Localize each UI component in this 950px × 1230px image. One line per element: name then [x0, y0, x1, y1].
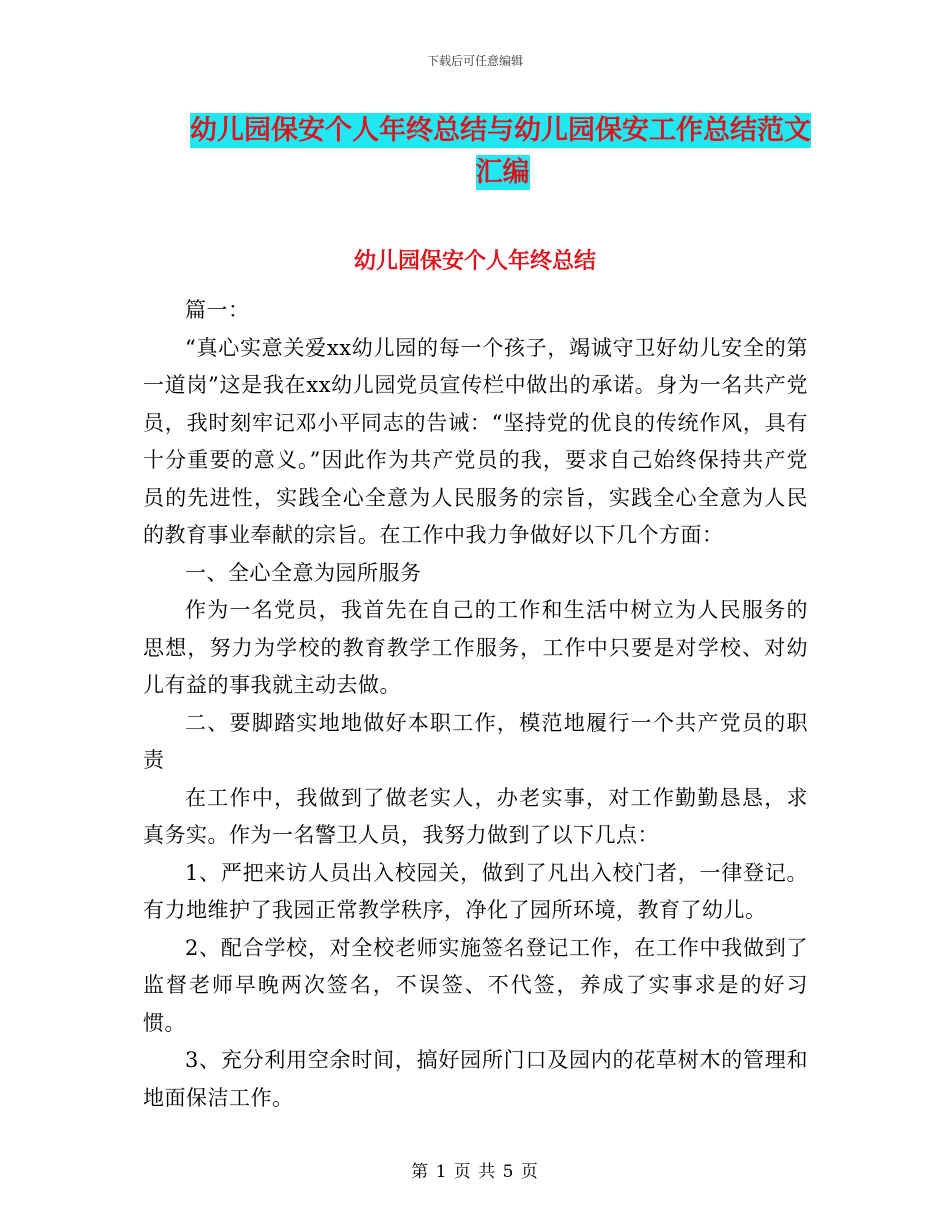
document-title-text-2: 汇编	[475, 157, 530, 188]
paragraph: 一、全心全意为园所服务	[185, 560, 422, 585]
document-body	[143, 292, 808, 1117]
paragraph: 二、要脚踏实地地做好本职工作，模范地履行一个共产党员的职责	[143, 710, 808, 772]
header-note: 下载后可任意编辑	[426, 54, 523, 68]
section-title: 幼儿园保安个人年终总结	[353, 249, 596, 274]
page-footer: 第 1 页 共 5 页	[411, 1162, 539, 1182]
paragraph: 2、配合学校，对全校老师实施签名登记工作，在工作中我做到了监督老师早晚两次签名，不误签、不代签，养成了实事求是的好习惯。	[143, 935, 808, 1035]
paragraph: 作为一名党员，我首先在自己的工作和生活中树立为人民服务的思想，努力为学校的教育教学工作服务，工作中只要是对学校、对幼儿有益的事我就主动去做。	[143, 598, 808, 697]
paragraph: “真心实意关爱xx幼儿园的每一个孩子，竭诚守卫好幼儿安全的第一道岗”这是我在xx幼儿园党员宣传栏中做出的承诺。身为一名共产党员，我时刻牢记邓小平同志的告诫：“坚持党的优良的传统作风，具有十分重要的意义。”因此作为共产党员的我，要求自己始终保持共产党员的先进性，实践全心全意为人民服务的宗旨，实践全心全意为人民的教育事业奉献的宗旨。在工作中我力争做好以下几个方面：	[143, 335, 808, 547]
paragraph: 在工作中，我做到了做老实人，办老实事，对工作勤勤恳恳，求真务实。作为一名警卫人员，我努力做到了以下几点：	[143, 785, 808, 847]
document-title-line-2	[190, 150, 815, 196]
paragraph: 篇一：	[185, 298, 250, 322]
paragraph: 1、严把来访人员出入校园关，做到了凡出入校门者，一律登记。有力地维护了我园正常教学秩序，净化了园所环境，教育了幼儿。	[143, 860, 808, 922]
document-title-line-1	[190, 108, 815, 154]
paragraph: 3、充分利用空余时间，搞好园所门口及园内的花草树木的管理和地面保洁工作。	[143, 1048, 808, 1110]
document-title-text-1: 幼儿园保安个人年终总结与幼儿园保安工作总结范文	[190, 115, 811, 146]
